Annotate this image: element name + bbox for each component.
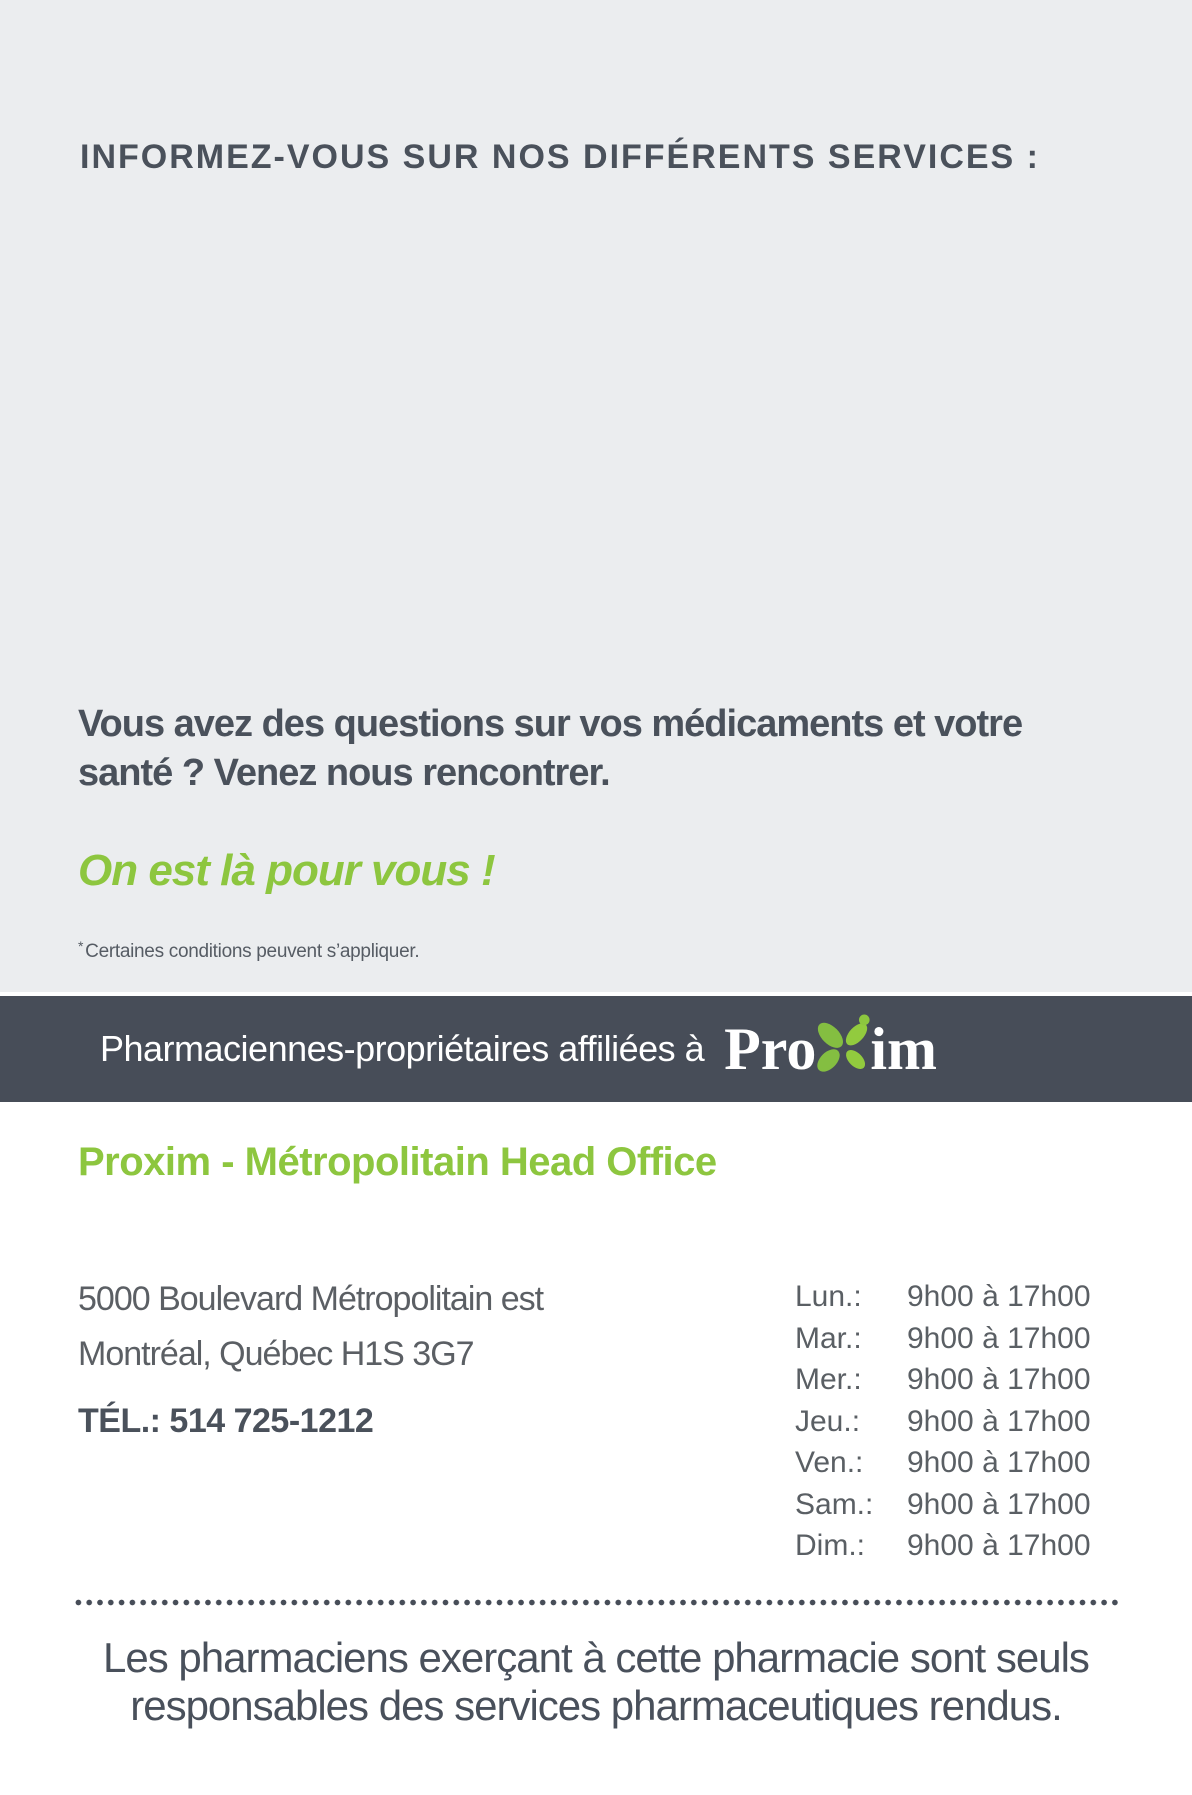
- hours-row-tuesday: [795, 1318, 1091, 1360]
- hours-day: Jeu.:: [795, 1404, 861, 1438]
- hours-row-thursday: [795, 1401, 1091, 1443]
- tagline: On est là pour vous !: [78, 846, 495, 895]
- proxim-logo-pro: Pro: [724, 1016, 817, 1082]
- question-line-1: Vous avez des questions sur vos médicaments et votre: [78, 703, 1023, 745]
- hours-day: Dim.:: [795, 1529, 865, 1562]
- proxim-petal-x-icon: [814, 1011, 872, 1079]
- hours-row-monday: [795, 1276, 1091, 1318]
- address-line-1: 5000 Boulevard Métropolitain est: [78, 1280, 544, 1318]
- proxim-logo-im: im: [870, 1016, 938, 1082]
- proxim-logo: [724, 1016, 938, 1082]
- hours-day: Ven.:: [795, 1446, 864, 1479]
- hours-row-sunday: [795, 1525, 1091, 1567]
- conditions-footnote: [78, 938, 419, 963]
- hours-time: 9h00 à 17h00: [907, 1487, 1091, 1521]
- hours-time: 9h00 à 17h00: [907, 1529, 1091, 1562]
- dotted-separator: [73, 1598, 1121, 1607]
- footnote-asterisk: *: [78, 938, 84, 954]
- opening-hours: [795, 1276, 1091, 1567]
- hours-day: Lun.:: [795, 1280, 862, 1313]
- address-line-2: Montréal, Québec H1S 3G7: [78, 1335, 474, 1373]
- phone-number: TÉL.: 514 725-1212: [78, 1402, 374, 1440]
- hours-time: 9h00 à 17h00: [907, 1321, 1091, 1355]
- hours-time: 9h00 à 17h00: [907, 1280, 1091, 1313]
- affiliation-banner: [0, 996, 1192, 1102]
- hours-day: Sam.:: [795, 1487, 874, 1521]
- services-heading: INFORMEZ-VOUS SUR NOS DIFFÉRENTS SERVICES :: [80, 138, 1041, 176]
- hours-row-wednesday: [795, 1359, 1091, 1401]
- question-paragraph: [78, 700, 1022, 798]
- disclaimer-line-1: Les pharmaciens exerçant à cette pharmacie sont seuls: [103, 1634, 1089, 1681]
- hours-time: 9h00 à 17h00: [907, 1446, 1091, 1479]
- hours-day: Mer.:: [795, 1363, 862, 1396]
- disclaimer-line-2: responsables des services pharmaceutiques rendus.: [130, 1682, 1062, 1729]
- hours-time: 9h00 à 17h00: [907, 1363, 1091, 1396]
- hours-day: Mar.:: [795, 1321, 862, 1355]
- hours-time: 9h00 à 17h00: [907, 1404, 1091, 1438]
- hours-row-saturday: [795, 1484, 1091, 1526]
- question-line-2: santé ? Venez nous rencontrer.: [78, 752, 610, 794]
- hours-row-friday: [795, 1442, 1091, 1484]
- footnote-text: Certaines conditions peuvent s’appliquer.: [85, 941, 420, 962]
- affiliation-text: Pharmaciennes-propriétaires affiliées à: [100, 1028, 705, 1069]
- address-block: [78, 1272, 543, 1449]
- location-name: Proxim - Métropolitain Head Office: [78, 1140, 717, 1184]
